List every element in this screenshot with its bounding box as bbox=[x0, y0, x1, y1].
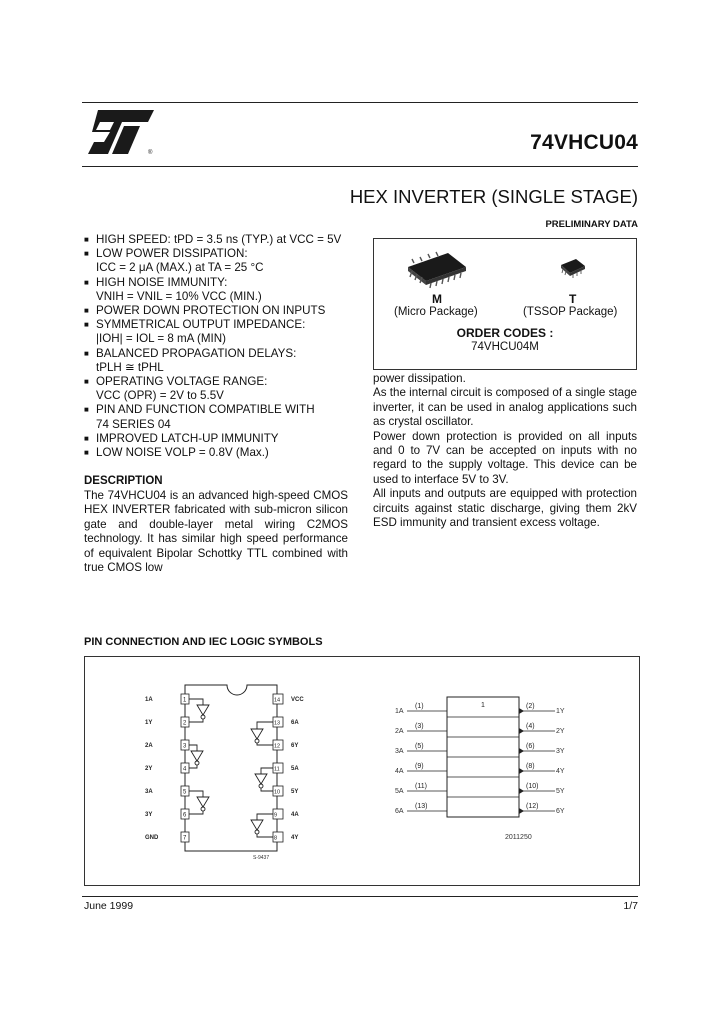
iec-output-pin: (4) bbox=[526, 723, 535, 730]
pin-number: 13 bbox=[274, 720, 281, 727]
iec-output-pin: (12) bbox=[526, 803, 539, 810]
iec-input-pin: (11) bbox=[415, 783, 427, 790]
iec-output-arrow bbox=[519, 708, 524, 714]
preliminary-label: PRELIMINARY DATA bbox=[545, 219, 638, 230]
title-rule bbox=[82, 166, 638, 167]
page-subtitle: HEX INVERTER (SINGLE STAGE) bbox=[349, 186, 638, 207]
pin-number: 10 bbox=[274, 789, 281, 796]
bullet-icon: ■ bbox=[84, 377, 89, 387]
paragraph: As the internal circuit is composed of a single stage inverter, it can be used in analog applications such as crystal oscillator. bbox=[373, 386, 637, 429]
package-t-name: (TSSOP Package) bbox=[523, 306, 618, 318]
pin-label: 5Y bbox=[291, 789, 299, 795]
pin-label: 2Y bbox=[145, 766, 153, 772]
list-item: ■ HIGH SPEED: tPD = 3.5 ns (TYP.) at VCC = 5V bbox=[84, 233, 342, 246]
iec-input-label: 5A bbox=[395, 788, 404, 795]
list-item: ■ SYMMETRICAL OUTPUT IMPEDANCE: |IOH| = IOL = 8 mA (MIN) bbox=[84, 318, 306, 346]
pin-section-heading: PIN CONNECTION AND IEC LOGIC SYMBOLS bbox=[84, 636, 323, 648]
feature-list bbox=[84, 233, 366, 460]
iec-function-symbol: 1 bbox=[481, 702, 485, 709]
bullet-icon: ■ bbox=[84, 405, 89, 415]
pin-label: 3A bbox=[145, 789, 153, 795]
pin-label: 4A bbox=[291, 812, 299, 818]
iec-output-arrow bbox=[519, 788, 524, 794]
pin-label: 3Y bbox=[145, 812, 153, 818]
pin-label: 5A bbox=[291, 766, 299, 772]
pin-number: 2 bbox=[183, 720, 187, 727]
description-continued bbox=[373, 372, 637, 530]
pin-label: GND bbox=[145, 835, 159, 841]
list-item: ■ BALANCED PROPAGATION DELAYS: tPLH ≅ tPHL bbox=[84, 346, 297, 374]
pin-number: 1 bbox=[183, 697, 187, 704]
iec-logic-symbol bbox=[395, 695, 575, 843]
iec-input-label: 3A bbox=[395, 748, 404, 755]
iec-output-pin: (10) bbox=[526, 783, 539, 790]
iec-output-label: 6Y bbox=[556, 808, 565, 815]
order-code: 74VHCU04M bbox=[471, 341, 539, 353]
description-heading: DESCRIPTION bbox=[84, 475, 163, 487]
iec-input-label: 6A bbox=[395, 808, 404, 815]
paragraph: All inputs and outputs are equipped with protection circuits against static discharge, giving them 2kV ESD immunity and transient excess voltage. bbox=[373, 487, 637, 530]
list-item: ■ POWER DOWN PROTECTION ON INPUTS bbox=[84, 304, 326, 318]
pin-label: 1Y bbox=[145, 720, 153, 726]
iec-input-pin: (9) bbox=[415, 763, 424, 770]
iec-output-label: 1Y bbox=[556, 708, 565, 715]
pin-number: 12 bbox=[274, 743, 281, 750]
bullet-icon: ■ bbox=[84, 348, 89, 358]
footer-rule bbox=[82, 896, 638, 897]
iec-output-arrow bbox=[519, 808, 524, 814]
list-item: ■ LOW NOISE VOLP = 0.8V (Max.) bbox=[84, 446, 269, 460]
iec-input-label: 1A bbox=[395, 708, 404, 715]
bullet-icon: ■ bbox=[84, 277, 89, 287]
pin-number: 7 bbox=[183, 835, 187, 842]
pin-label: 2A bbox=[145, 743, 153, 749]
iec-output-pin: (8) bbox=[526, 763, 535, 770]
list-item: ■ PIN AND FUNCTION COMPATIBLE WITH 74 SERIES 04 bbox=[84, 403, 315, 431]
tssop-package-icon bbox=[558, 257, 588, 279]
footer-date: June 1999 bbox=[84, 900, 134, 912]
pin-number: 5 bbox=[183, 789, 187, 796]
so-package-icon bbox=[402, 249, 472, 289]
iec-input-pin: (1) bbox=[415, 703, 424, 710]
pin-label: 1A bbox=[145, 697, 153, 703]
iec-input-label: 2A bbox=[395, 728, 404, 735]
iec-input-pin: (13) bbox=[415, 803, 428, 810]
iec-output-arrow bbox=[519, 768, 524, 774]
dip-pin-diagram bbox=[145, 681, 335, 863]
list-item: ■ IMPROVED LATCH-UP IMMUNITY bbox=[84, 431, 279, 445]
bullet-icon: ■ bbox=[84, 306, 89, 316]
order-codes-heading: ORDER CODES : bbox=[456, 326, 554, 340]
paragraph: power dissipation. bbox=[373, 372, 466, 385]
package-m-letter: M bbox=[432, 292, 442, 306]
iec-output-arrow bbox=[519, 748, 524, 754]
iec-output-arrow bbox=[519, 728, 524, 734]
iec-output-pin: (2) bbox=[526, 703, 535, 710]
pin-number: 8 bbox=[274, 835, 278, 842]
dip-right-pins bbox=[273, 694, 304, 842]
st-logo-icon bbox=[84, 108, 156, 158]
pin-number: 11 bbox=[274, 766, 280, 773]
iec-output-label: 2Y bbox=[556, 728, 565, 735]
iec-reference: 2011250 bbox=[505, 834, 532, 841]
dip-left-pins bbox=[145, 694, 189, 842]
bullet-icon: ■ bbox=[84, 249, 89, 259]
bullet-icon: ■ bbox=[84, 448, 89, 458]
list-item: ■ LOW POWER DISSIPATION: ICC = 2 μA (MAX.) at TA = 25 °C bbox=[84, 247, 264, 275]
top-rule bbox=[82, 102, 638, 103]
page-number: 1/7 bbox=[623, 900, 638, 912]
description-body: The 74VHCU04 is an advanced high-speed CMOS HEX INVERTER fabricated with sub-micron silicon gate and double-layer metal wiring C2MOS technology. It has similar high speed performance of equivalent Bipolar Schottky TTL combined with true CMOS low bbox=[84, 489, 348, 575]
pin-number: 14 bbox=[274, 697, 281, 704]
list-item: ■ HIGH NOISE IMMUNITY: VNIH = VNIL = 10% VCC (MIN.) bbox=[84, 275, 262, 303]
iec-output-label: 5Y bbox=[556, 788, 565, 795]
pin-number: 6 bbox=[183, 812, 187, 819]
pin-number: 3 bbox=[183, 743, 187, 750]
pin-number: 9 bbox=[274, 812, 278, 819]
pin-label: 6A bbox=[291, 720, 299, 726]
pin-label: 4Y bbox=[291, 835, 299, 841]
iec-rows bbox=[395, 703, 565, 815]
part-number: 74VHCU04 bbox=[530, 131, 638, 154]
package-m-name: (Micro Package) bbox=[394, 306, 478, 318]
iec-input-pin: (5) bbox=[415, 743, 424, 750]
package-box bbox=[373, 238, 637, 370]
bullet-icon: ■ bbox=[84, 433, 89, 443]
iec-input-label: 4A bbox=[395, 768, 404, 775]
pin-diagram-box bbox=[84, 656, 640, 886]
dip-reference: S-9437 bbox=[253, 855, 270, 861]
pin-label: VCC bbox=[291, 697, 304, 703]
iec-output-pin: (6) bbox=[526, 743, 535, 750]
pin-number: 4 bbox=[183, 766, 187, 773]
package-t-letter: T bbox=[569, 292, 577, 306]
iec-input-pin: (3) bbox=[415, 723, 424, 730]
paragraph: Power down protection is provided on all inputs and 0 to 7V can be accepted on inputs with no regard to the supply voltage. This device can be used to interface 5V to 3V. bbox=[373, 429, 637, 486]
svg-text:®: ® bbox=[148, 150, 153, 156]
bullet-icon: ■ bbox=[84, 235, 89, 244]
pin-label: 6Y bbox=[291, 743, 299, 749]
list-item: ■ OPERATING VOLTAGE RANGE: VCC (OPR) = 2V to 5.5V bbox=[84, 375, 268, 403]
bullet-icon: ■ bbox=[84, 320, 89, 330]
iec-output-label: 4Y bbox=[556, 768, 565, 775]
iec-output-label: 3Y bbox=[556, 748, 565, 755]
